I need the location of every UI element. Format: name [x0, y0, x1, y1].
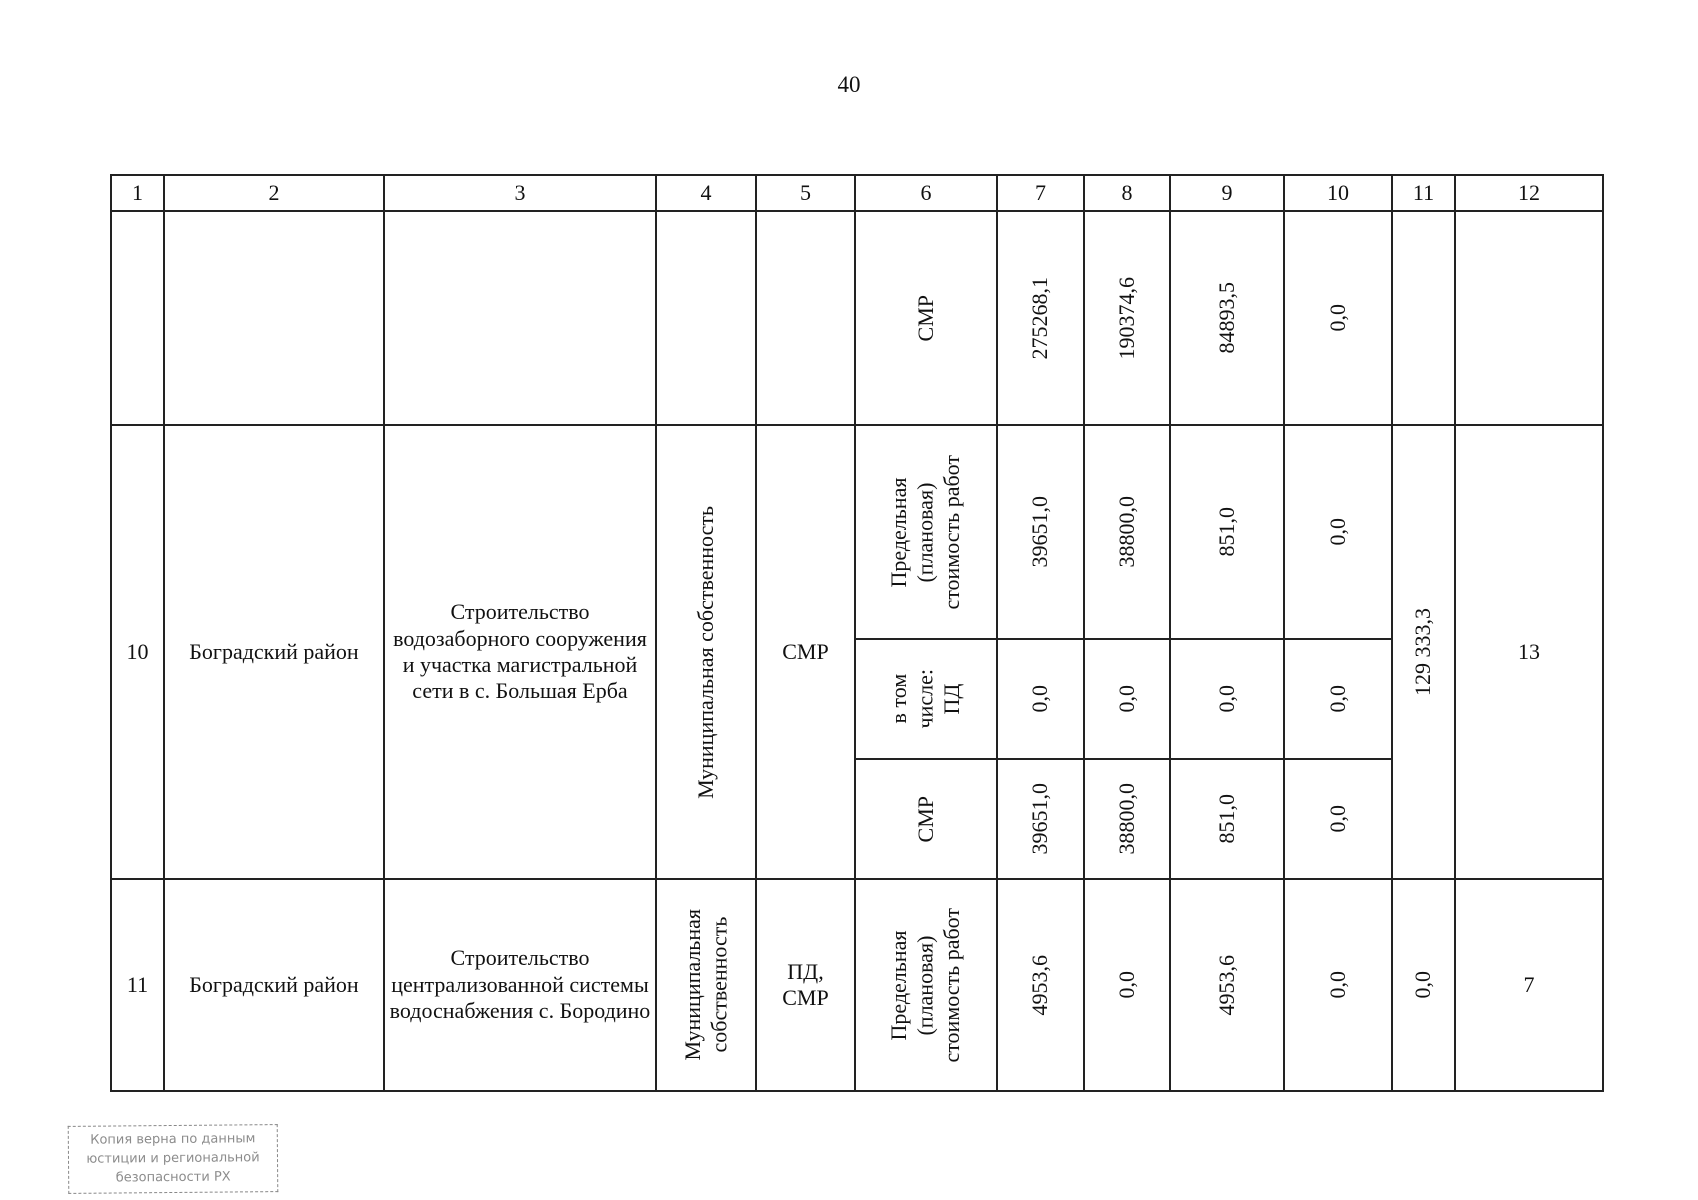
total-cell: [1392, 879, 1455, 1091]
row-number: 10: [111, 425, 164, 879]
value-cell: [1284, 639, 1392, 759]
value-text: 0,0: [1213, 685, 1239, 713]
cost-type-cell: [855, 759, 997, 879]
empty-cell: [1392, 211, 1455, 425]
value-cell: [997, 211, 1084, 425]
value-cell: [1084, 759, 1170, 879]
value-cell: [1284, 211, 1392, 425]
value-text: 851,0: [1213, 794, 1239, 844]
value-text: 0,0: [1113, 685, 1139, 713]
value-cell: [997, 639, 1084, 759]
cost-type-cell: [855, 639, 997, 759]
value-cell: [1284, 759, 1392, 879]
value-text: 0,0: [1324, 518, 1350, 546]
empty-cell: [111, 211, 164, 425]
value-text: 39651,0: [1027, 496, 1053, 568]
continuation-row: [111, 211, 1603, 425]
value-cell: [997, 879, 1084, 1091]
district-cell: Боградский район: [164, 879, 384, 1091]
empty-cell: [1455, 211, 1603, 425]
cost-type-cell: [855, 211, 997, 425]
header-row: [111, 175, 1603, 211]
header-cell: 8: [1084, 175, 1170, 211]
work-type-cell: СМР: [756, 425, 855, 879]
cost-type-text: СМР: [912, 294, 938, 342]
value-text: 0,0: [1324, 304, 1350, 332]
total-text: 129 333,3: [1410, 608, 1436, 696]
value-text: 0,0: [1324, 685, 1350, 713]
value-text: 0,0: [1324, 805, 1350, 833]
stamp-line: юстиции и региональной: [86, 1150, 260, 1167]
total-text: 0,0: [1410, 971, 1436, 999]
value-text: 275268,1: [1027, 276, 1053, 360]
header-cell: 6: [855, 175, 997, 211]
value-text: 4953,6: [1213, 954, 1239, 1016]
value-cell: [1170, 879, 1284, 1091]
empty-cell: [656, 211, 756, 425]
value-cell: [1084, 879, 1170, 1091]
value-text: 39651,0: [1027, 783, 1053, 855]
value-cell: [997, 759, 1084, 879]
ownership-cell: [656, 879, 756, 1091]
count-cell: 7: [1455, 879, 1603, 1091]
header-cell: 5: [756, 175, 855, 211]
value-cell: [997, 425, 1084, 639]
value-text: 38800,0: [1113, 783, 1139, 855]
header-cell: 9: [1170, 175, 1284, 211]
header-cell: 12: [1455, 175, 1603, 211]
table-row-11: [111, 879, 1603, 1091]
object-cell: Строительство централизованной системы водоснабжения с. Бородино: [384, 879, 656, 1091]
value-text: 851,0: [1213, 507, 1239, 557]
header-cell: 3: [384, 175, 656, 211]
ownership-cell: [656, 425, 756, 879]
header-cell: 10: [1284, 175, 1392, 211]
value-text: 0,0: [1027, 685, 1053, 713]
value-text: 0,0: [1324, 971, 1350, 999]
object-cell: Строительство водозаборного сооружения и участка магистральной сети в с. Большая Ерба: [384, 425, 656, 879]
cost-type-text: СМР: [912, 795, 938, 843]
value-cell: [1084, 639, 1170, 759]
district-cell: Боградский район: [164, 425, 384, 879]
header-cell: 11: [1392, 175, 1455, 211]
stamp-line: безопасности РХ: [115, 1169, 231, 1186]
value-text: 4953,6: [1027, 954, 1053, 1016]
value-cell: [1084, 425, 1170, 639]
row-number: 11: [111, 879, 164, 1091]
header-cell: 2: [164, 175, 384, 211]
empty-cell: [164, 211, 384, 425]
value-text: 84893,5: [1213, 282, 1239, 354]
cost-type-text: Предельная (плановая) стоимость работ: [886, 907, 965, 1063]
work-type-text: ПД, СМР: [782, 958, 829, 1010]
copy-stamp: [68, 1124, 279, 1194]
empty-cell: [384, 211, 656, 425]
value-cell: [1284, 425, 1392, 639]
empty-cell: [756, 211, 855, 425]
value-cell: [1284, 879, 1392, 1091]
header-cell: 4: [656, 175, 756, 211]
page-number: 40: [837, 72, 861, 97]
value-cell: [1170, 759, 1284, 879]
value-cell: [1170, 425, 1284, 639]
value-cell: [1170, 639, 1284, 759]
cost-type-text: Предельная (плановая) стоимость работ: [886, 454, 965, 610]
header-cell: 1: [111, 175, 164, 211]
work-type-cell: [756, 879, 855, 1091]
stamp-line: Копия верна по данным: [90, 1131, 256, 1148]
value-text: 0,0: [1113, 971, 1139, 999]
value-cell: [1084, 211, 1170, 425]
investment-table: [110, 174, 1604, 1092]
ownership-text: Муниципальная собственность: [679, 909, 731, 1061]
cost-type-cell: [855, 879, 997, 1091]
header-cell: 7: [997, 175, 1084, 211]
cost-type-cell: [855, 425, 997, 639]
cost-type-text: в том числе: ПД: [886, 669, 965, 729]
ownership-text: Муниципальная собственность: [692, 505, 718, 799]
table-row-10: [111, 425, 1603, 639]
total-cell: [1392, 425, 1455, 879]
value-cell: [1170, 211, 1284, 425]
count-cell: 13: [1455, 425, 1603, 879]
value-text: 190374,6: [1113, 276, 1139, 360]
value-text: 38800,0: [1113, 496, 1139, 568]
